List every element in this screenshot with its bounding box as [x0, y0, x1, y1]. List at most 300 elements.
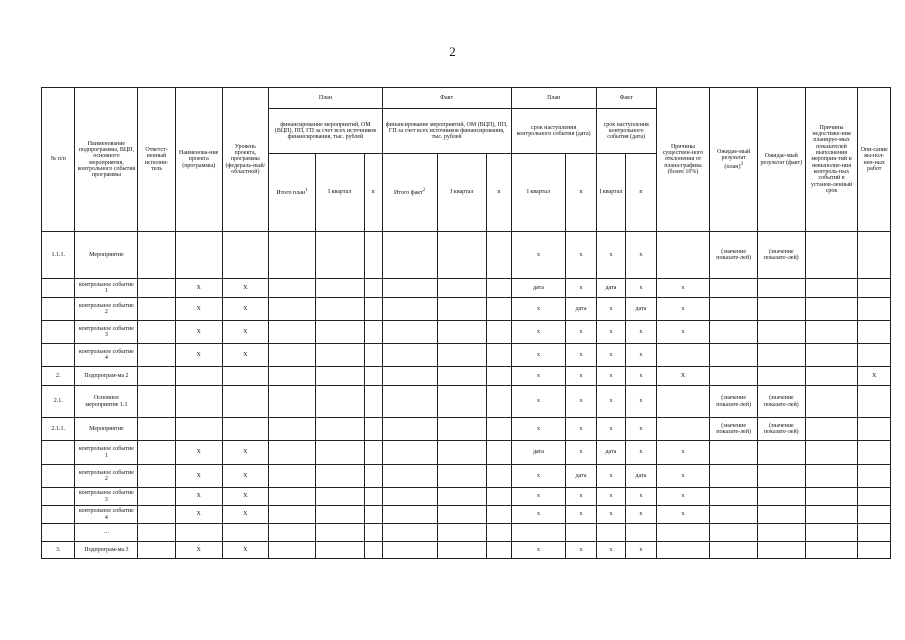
- row-expected-fact: [758, 298, 806, 321]
- row-project: [175, 232, 222, 279]
- row-num: [42, 506, 75, 524]
- row-fact-q1: [437, 321, 487, 344]
- row-name: контрольное событие 4: [75, 344, 138, 367]
- row-itogo-plan: [269, 465, 316, 488]
- header-fact: Факт: [382, 88, 511, 109]
- row-description: [858, 298, 891, 321]
- row-itogo-plan: [269, 344, 316, 367]
- row-name: контрольное событие 3: [75, 321, 138, 344]
- row-itogo-plan: [269, 232, 316, 279]
- page-number: 2: [449, 44, 456, 59]
- row-itogo-fact: [382, 298, 437, 321]
- row-project: [175, 524, 222, 542]
- table-row: [42, 441, 891, 465]
- row-plan-term-n: х: [566, 488, 596, 506]
- row-expected-fact: (значение показате-лей): [758, 386, 806, 418]
- table-row: [42, 279, 891, 298]
- row-name: Мероприятие: [75, 418, 138, 441]
- row-fact-n: [487, 232, 511, 279]
- row-fact-term-n: х: [626, 321, 656, 344]
- row-itogo-fact: [382, 232, 437, 279]
- row-project: Х: [175, 298, 222, 321]
- header-project: Наименова-ние проекта (программы): [175, 88, 222, 232]
- row-fact-q1: [437, 386, 487, 418]
- row-level: Х: [222, 344, 269, 367]
- row-plan-term-n: х: [566, 542, 596, 559]
- table-row: [42, 524, 891, 542]
- header-plan-n: n: [364, 154, 382, 232]
- header-plan: План: [269, 88, 383, 109]
- table-row: [42, 232, 891, 279]
- row-name: контрольное событие 2: [75, 465, 138, 488]
- row-fact-term-n: х: [626, 418, 656, 441]
- row-fact-n: [487, 524, 511, 542]
- row-fact-term-n: дата: [626, 465, 656, 488]
- row-plan-term-n: х: [566, 367, 596, 386]
- header-expected-plan: Ожидае-мый результат (план)$^3$: [710, 88, 758, 232]
- row-fact-term-n: х: [626, 506, 656, 524]
- row-expected-plan: [710, 321, 758, 344]
- row-fact-q1: [437, 465, 487, 488]
- row-level: Х: [222, 542, 269, 559]
- row-expected-fact: (значение показате-лей): [758, 418, 806, 441]
- row-fact-q1: [437, 441, 487, 465]
- row-responsible: [138, 542, 176, 559]
- row-fact-term-q1: дата: [596, 279, 625, 298]
- row-fact-term-n: х: [626, 232, 656, 279]
- row-level: Х: [222, 321, 269, 344]
- header-description: Опи-сание вы-пол-нен-ных работ: [858, 88, 891, 232]
- row-plan-n: [364, 488, 382, 506]
- row-name: Подпрограм-ма 3: [75, 542, 138, 559]
- row-fact-term-q1: дата: [596, 441, 625, 465]
- header-name: Наименование подпрограммы, ВЦП, основного мероприятия, контрольного события программы: [75, 88, 138, 232]
- row-fact-n: [487, 279, 511, 298]
- table-row: [42, 386, 891, 418]
- row-reasons-fail: [805, 542, 858, 559]
- row-reason: х: [656, 321, 710, 344]
- row-description: [858, 441, 891, 465]
- row-fact-n: [487, 465, 511, 488]
- row-reasons-fail: [805, 524, 858, 542]
- row-fact-n: [487, 321, 511, 344]
- row-num: 3.: [42, 542, 75, 559]
- row-project: [175, 386, 222, 418]
- row-fact-q1: [437, 524, 487, 542]
- row-level: Х: [222, 298, 269, 321]
- row-itogo-plan: [269, 367, 316, 386]
- row-itogo-fact: [382, 465, 437, 488]
- row-plan-n: [364, 279, 382, 298]
- row-reasons-fail: [805, 386, 858, 418]
- row-plan-q1: [315, 298, 364, 321]
- header-plan-financing: финансирование мероприятий, ОМ (ВЦП), ПП, ГП за счет всех источников финансирования, тыс. рублей: [269, 109, 383, 154]
- row-description: [858, 524, 891, 542]
- row-expected-plan: (значение показате-лей): [710, 232, 758, 279]
- row-expected-fact: [758, 542, 806, 559]
- row-description: Х: [858, 367, 891, 386]
- header-itogo-plan: Итого план$^1$: [269, 154, 316, 232]
- row-plan-term-q1: х: [511, 542, 566, 559]
- row-reason: х: [656, 506, 710, 524]
- row-name: Подпрограм-ма 2: [75, 367, 138, 386]
- row-reason: х: [656, 465, 710, 488]
- row-name: Мероприятие: [75, 232, 138, 279]
- row-level: [222, 232, 269, 279]
- row-fact-n: [487, 488, 511, 506]
- row-plan-term-q1: х: [511, 506, 566, 524]
- row-responsible: [138, 279, 176, 298]
- row-plan-q1: [315, 279, 364, 298]
- row-fact-term-n: х: [626, 279, 656, 298]
- row-reason: х: [656, 441, 710, 465]
- header-plan-term-q1: I квартал: [511, 154, 566, 232]
- row-plan-term-q1: х: [511, 488, 566, 506]
- row-reason: [656, 418, 710, 441]
- row-reason: х: [656, 298, 710, 321]
- row-num: [42, 488, 75, 506]
- row-plan-n: [364, 418, 382, 441]
- header-reasons-fail: Причины недостиже-ния планируе-мых показателей выполнения мероприя-тий и невыполне-ния контроль-ных событий в установ-ленный срок: [805, 88, 858, 232]
- row-fact-q1: [437, 506, 487, 524]
- row-reason: [656, 524, 710, 542]
- row-reasons-fail: [805, 488, 858, 506]
- row-expected-plan: [710, 488, 758, 506]
- row-plan-term-n: х: [566, 418, 596, 441]
- row-plan-q1: [315, 232, 364, 279]
- row-plan-term-q1: х: [511, 367, 566, 386]
- row-expected-plan: (значение показате-лей): [710, 418, 758, 441]
- row-name: …: [75, 524, 138, 542]
- row-fact-q1: [437, 344, 487, 367]
- row-itogo-plan: [269, 441, 316, 465]
- row-num: [42, 441, 75, 465]
- row-itogo-plan: [269, 321, 316, 344]
- header-fact-term: срок наступления контрольного события (дата): [596, 109, 656, 154]
- row-plan-term-n: х: [566, 386, 596, 418]
- row-expected-fact: [758, 488, 806, 506]
- row-fact-n: [487, 506, 511, 524]
- row-name: контрольное событие 4: [75, 506, 138, 524]
- row-responsible: [138, 465, 176, 488]
- row-fact-term-n: х: [626, 344, 656, 367]
- row-name: контрольное событие 2: [75, 298, 138, 321]
- table-row: [42, 344, 891, 367]
- row-num: [42, 279, 75, 298]
- row-project: Х: [175, 321, 222, 344]
- row-reason: [656, 386, 710, 418]
- row-project: Х: [175, 344, 222, 367]
- row-reasons-fail: [805, 298, 858, 321]
- row-itogo-fact: [382, 418, 437, 441]
- row-expected-fact: [758, 441, 806, 465]
- row-level: Х: [222, 488, 269, 506]
- row-fact-term-n: х: [626, 367, 656, 386]
- row-plan-q1: [315, 418, 364, 441]
- header-fact-term-n: n: [626, 154, 656, 232]
- row-plan-term-n: х: [566, 344, 596, 367]
- row-plan-q1: [315, 321, 364, 344]
- row-fact-term-n: х: [626, 386, 656, 418]
- row-description: [858, 321, 891, 344]
- row-description: [858, 465, 891, 488]
- row-plan-n: [364, 232, 382, 279]
- row-responsible: [138, 321, 176, 344]
- row-reason: [656, 344, 710, 367]
- row-expected-plan: [710, 506, 758, 524]
- header-responsible: Ответст-венный исполни-тель: [138, 88, 176, 232]
- row-itogo-fact: [382, 506, 437, 524]
- row-num: [42, 524, 75, 542]
- row-itogo-plan: [269, 488, 316, 506]
- row-plan-term-n: [566, 524, 596, 542]
- row-itogo-plan: [269, 542, 316, 559]
- header-plan-term-group: План: [511, 88, 596, 109]
- row-fact-n: [487, 542, 511, 559]
- row-level: [222, 367, 269, 386]
- row-level: [222, 386, 269, 418]
- row-itogo-fact: [382, 321, 437, 344]
- row-level: Х: [222, 465, 269, 488]
- row-name: контрольное событие 1: [75, 279, 138, 298]
- row-expected-fact: [758, 506, 806, 524]
- row-project: [175, 418, 222, 441]
- row-plan-term-q1: х: [511, 386, 566, 418]
- row-reasons-fail: [805, 506, 858, 524]
- row-reasons-fail: [805, 465, 858, 488]
- table-row: [42, 418, 891, 441]
- row-description: [858, 418, 891, 441]
- row-fact-q1: [437, 542, 487, 559]
- row-num: [42, 298, 75, 321]
- row-responsible: [138, 232, 176, 279]
- row-level: Х: [222, 506, 269, 524]
- row-description: [858, 232, 891, 279]
- row-plan-term-q1: [511, 524, 566, 542]
- row-num: 1.1.1.: [42, 232, 75, 279]
- row-itogo-plan: [269, 524, 316, 542]
- row-fact-term-n: дата: [626, 298, 656, 321]
- row-itogo-fact: [382, 488, 437, 506]
- row-fact-n: [487, 298, 511, 321]
- row-description: [858, 488, 891, 506]
- row-fact-term-q1: х: [596, 386, 625, 418]
- row-plan-term-q1: х: [511, 344, 566, 367]
- row-fact-n: [487, 418, 511, 441]
- table-row: [42, 298, 891, 321]
- row-num: [42, 321, 75, 344]
- row-fact-q1: [437, 232, 487, 279]
- row-fact-term-q1: х: [596, 542, 625, 559]
- row-fact-term-q1: х: [596, 506, 625, 524]
- row-fact-q1: [437, 298, 487, 321]
- row-plan-q1: [315, 367, 364, 386]
- row-fact-term-q1: х: [596, 232, 625, 279]
- row-reason: х: [656, 279, 710, 298]
- row-num: 2.: [42, 367, 75, 386]
- row-expected-plan: [710, 465, 758, 488]
- row-fact-term-n: х: [626, 488, 656, 506]
- row-fact-n: [487, 367, 511, 386]
- row-project: Х: [175, 506, 222, 524]
- row-responsible: [138, 488, 176, 506]
- table-row: [42, 321, 891, 344]
- row-level: [222, 524, 269, 542]
- row-itogo-plan: [269, 386, 316, 418]
- row-name: Основное мероприятие 1.1: [75, 386, 138, 418]
- row-responsible: [138, 386, 176, 418]
- row-fact-q1: [437, 279, 487, 298]
- table-body: [42, 232, 891, 559]
- row-fact-term-q1: х: [596, 344, 625, 367]
- row-responsible: [138, 418, 176, 441]
- row-num: 2.1.: [42, 386, 75, 418]
- row-project: Х: [175, 279, 222, 298]
- row-responsible: [138, 524, 176, 542]
- row-level: [222, 418, 269, 441]
- row-reasons-fail: [805, 441, 858, 465]
- table-row: [42, 465, 891, 488]
- header-fact-financing: финансирование мероприятий, ОМ (ВЦП), ПП, ГП за счет всех источников финансирования, тыс. рублей: [382, 109, 511, 154]
- row-expected-fact: [758, 465, 806, 488]
- row-plan-q1: [315, 524, 364, 542]
- row-plan-term-q1: дата: [511, 279, 566, 298]
- report-table: [41, 87, 891, 559]
- row-num: [42, 465, 75, 488]
- row-description: [858, 279, 891, 298]
- row-fact-term-q1: х: [596, 488, 625, 506]
- row-reasons-fail: [805, 321, 858, 344]
- row-expected-fact: (значение показате-лей): [758, 232, 806, 279]
- row-itogo-plan: [269, 279, 316, 298]
- row-fact-term-n: х: [626, 542, 656, 559]
- header-plan-term-n: n: [566, 154, 596, 232]
- row-fact-q1: [437, 367, 487, 386]
- table-row: [42, 506, 891, 524]
- row-fact-q1: [437, 418, 487, 441]
- row-plan-n: [364, 344, 382, 367]
- row-plan-n: [364, 386, 382, 418]
- header-fact-term-group: Факт: [596, 88, 656, 109]
- row-plan-n: [364, 367, 382, 386]
- header-plan-term: срок наступления контрольного события (дата): [511, 109, 596, 154]
- header-itogo-fact: Итого факт$^2$: [382, 154, 437, 232]
- row-itogo-fact: [382, 367, 437, 386]
- row-fact-n: [487, 441, 511, 465]
- row-plan-q1: [315, 506, 364, 524]
- row-project: Х: [175, 542, 222, 559]
- row-description: [858, 506, 891, 524]
- table-row: [42, 367, 891, 386]
- row-itogo-fact: [382, 542, 437, 559]
- row-plan-n: [364, 321, 382, 344]
- row-plan-q1: [315, 344, 364, 367]
- row-fact-term-n: х: [626, 441, 656, 465]
- row-expected-plan: [710, 298, 758, 321]
- header-num: № п/п: [42, 88, 75, 232]
- row-expected-plan: [710, 441, 758, 465]
- row-itogo-fact: [382, 344, 437, 367]
- row-expected-fact: [758, 344, 806, 367]
- row-plan-n: [364, 506, 382, 524]
- row-reasons-fail: [805, 367, 858, 386]
- row-fact-term-q1: [596, 524, 625, 542]
- header-fact-term-q1: I квартал: [596, 154, 625, 232]
- row-level: Х: [222, 441, 269, 465]
- row-plan-term-q1: х: [511, 298, 566, 321]
- row-plan-n: [364, 524, 382, 542]
- row-expected-plan: [710, 524, 758, 542]
- row-fact-term-q1: х: [596, 321, 625, 344]
- row-reason: Х: [656, 367, 710, 386]
- row-project: Х: [175, 488, 222, 506]
- row-description: [858, 386, 891, 418]
- row-plan-n: [364, 465, 382, 488]
- row-plan-term-n: х: [566, 321, 596, 344]
- row-responsible: [138, 298, 176, 321]
- row-fact-term-q1: х: [596, 367, 625, 386]
- row-plan-n: [364, 298, 382, 321]
- row-plan-term-n: дата: [566, 465, 596, 488]
- row-plan-q1: [315, 465, 364, 488]
- row-expected-plan: (значение показате-лей): [710, 386, 758, 418]
- row-fact-n: [487, 344, 511, 367]
- row-plan-q1: [315, 542, 364, 559]
- row-expected-fact: [758, 321, 806, 344]
- row-plan-term-n: дата: [566, 298, 596, 321]
- row-responsible: [138, 367, 176, 386]
- header-reasons: Причины существен-ного отклонения от плана-графика (более 10%): [656, 88, 710, 232]
- row-fact-q1: [437, 488, 487, 506]
- row-plan-term-q1: х: [511, 321, 566, 344]
- row-name: контрольное событие 3: [75, 488, 138, 506]
- row-plan-term-n: х: [566, 441, 596, 465]
- row-name: контрольное событие 1: [75, 441, 138, 465]
- row-fact-n: [487, 386, 511, 418]
- row-itogo-plan: [269, 298, 316, 321]
- row-reasons-fail: [805, 232, 858, 279]
- row-expected-fact: [758, 367, 806, 386]
- row-plan-term-n: х: [566, 279, 596, 298]
- row-fact-term-q1: х: [596, 418, 625, 441]
- header-fact-q1: I квартал: [437, 154, 487, 232]
- row-itogo-plan: [269, 418, 316, 441]
- row-reason: х: [656, 488, 710, 506]
- header-level: Уровень проекта, программы (федераль-ный/ областной): [222, 88, 269, 232]
- row-plan-term-q1: х: [511, 232, 566, 279]
- row-plan-term-q1: х: [511, 418, 566, 441]
- row-reason: [656, 232, 710, 279]
- row-plan-q1: [315, 441, 364, 465]
- row-responsible: [138, 506, 176, 524]
- row-plan-n: [364, 542, 382, 559]
- row-itogo-plan: [269, 506, 316, 524]
- row-reason: [656, 542, 710, 559]
- table-row: [42, 542, 891, 559]
- row-responsible: [138, 441, 176, 465]
- row-itogo-fact: [382, 386, 437, 418]
- row-fact-term-q1: х: [596, 465, 625, 488]
- row-itogo-fact: [382, 441, 437, 465]
- row-expected-plan: [710, 279, 758, 298]
- row-project: [175, 367, 222, 386]
- header-fact-n: n: [487, 154, 511, 232]
- header-expected-fact: Ожидае-мый результат (факт): [758, 88, 806, 232]
- row-fact-term-q1: х: [596, 298, 625, 321]
- row-fact-term-n: [626, 524, 656, 542]
- header-plan-q1: I квартал: [315, 154, 364, 232]
- row-itogo-fact: [382, 279, 437, 298]
